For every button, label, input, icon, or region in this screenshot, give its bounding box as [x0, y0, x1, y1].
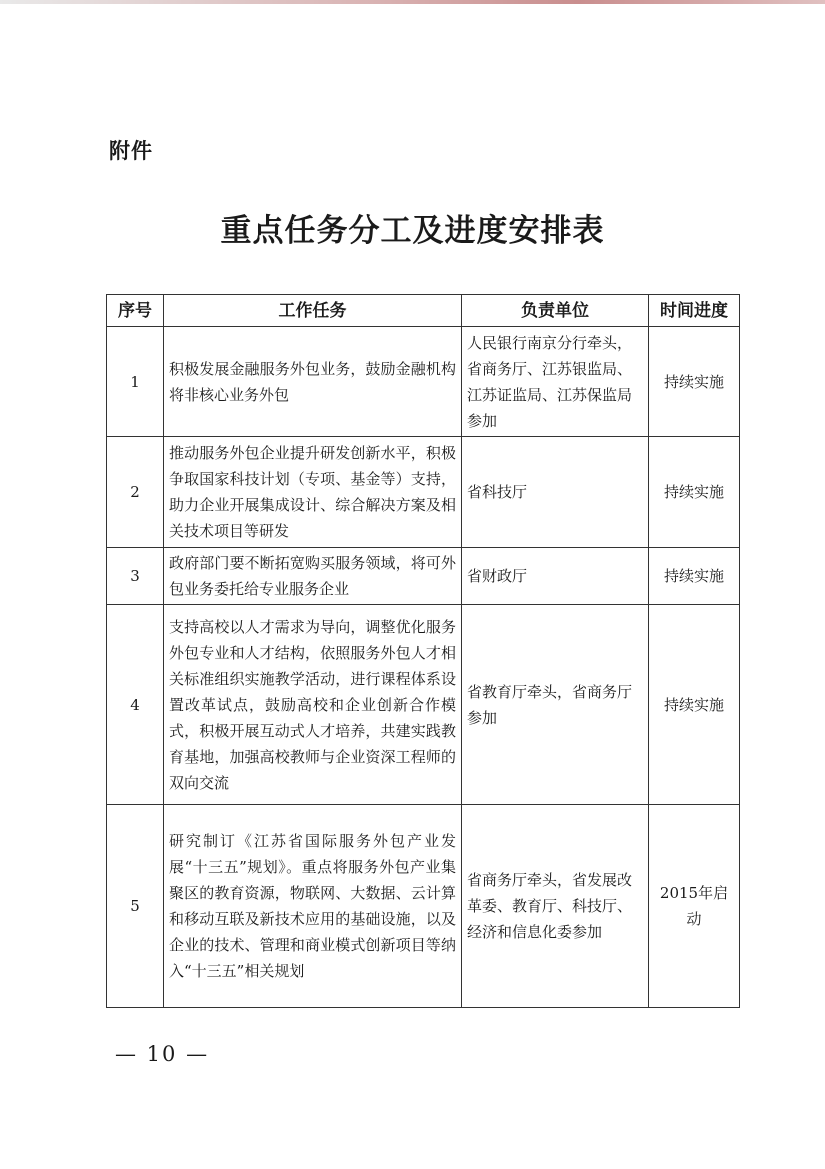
- table-row: [107, 605, 740, 805]
- row-seq: 1: [107, 327, 164, 437]
- row-seq: 2: [107, 437, 164, 548]
- table-row: [107, 548, 740, 605]
- row-unit: 省教育厅牵头，省商务厅参加: [462, 605, 649, 805]
- header-task: 工作任务: [164, 295, 462, 327]
- table-header-row: [107, 295, 740, 327]
- document-title: 重点任务分工及进度安排表: [220, 213, 605, 249]
- header-seq: 序号: [107, 295, 164, 327]
- row-time: 持续实施: [649, 605, 740, 805]
- header-time: 时间进度: [649, 295, 740, 327]
- row-time: 持续实施: [649, 327, 740, 437]
- row-task: 政府部门要不断拓宽购买服务领域，将可外包业务委托给专业服务企业: [164, 548, 462, 605]
- row-task: 研究制订《江苏省国际服务外包产业发展“十三五”规划》。重点将服务外包产业集聚区的教育资源，物联网、大数据、云计算和移动互联及新技术应用的基础设施，以及企业的技术、管理和商业模式创新项目等纳入“十三五”相关规划: [164, 805, 462, 1008]
- table-row: [107, 327, 740, 437]
- row-unit: 省财政厅: [462, 548, 649, 605]
- row-unit: 省科技厅: [462, 437, 649, 548]
- header-unit: 负责单位: [462, 295, 649, 327]
- row-seq: 5: [107, 805, 164, 1008]
- row-unit: 省商务厅牵头，省发展改革委、教育厅、科技厅、经济和信息化委参加: [462, 805, 649, 1008]
- row-task: 支持高校以人才需求为导向，调整优化服务外包专业和人才结构，依照服务外包人才相关标准组织实施教学活动，进行课程体系设置改革试点，鼓励高校和企业创新合作模式，积极开展互动式人才培养，共建实践教育基地，加强高校教师与企业资深工程师的双向交流: [164, 605, 462, 805]
- row-seq: 4: [107, 605, 164, 805]
- row-unit: 人民银行南京分行牵头，省商务厅、江苏银监局、江苏证监局、江苏保监局参加: [462, 327, 649, 437]
- page-top-edge: [0, 0, 825, 4]
- page-number: — 10 —: [115, 1042, 210, 1066]
- task-schedule-table: [106, 294, 740, 1008]
- row-task: 推动服务外包企业提升研发创新水平，积极争取国家科技计划（专项、基金等）支持，助力企业开展集成设计、综合解决方案及相关技术项目等研发: [164, 437, 462, 548]
- row-time: 持续实施: [649, 548, 740, 605]
- row-seq: 3: [107, 548, 164, 605]
- table-row: [107, 805, 740, 1008]
- row-time: 持续实施: [649, 437, 740, 548]
- row-task: 积极发展金融服务外包业务，鼓励金融机构将非核心业务外包: [164, 327, 462, 437]
- attachment-label: 附件: [109, 139, 153, 163]
- row-time: 2015年启动: [649, 805, 740, 1008]
- table-row: [107, 437, 740, 548]
